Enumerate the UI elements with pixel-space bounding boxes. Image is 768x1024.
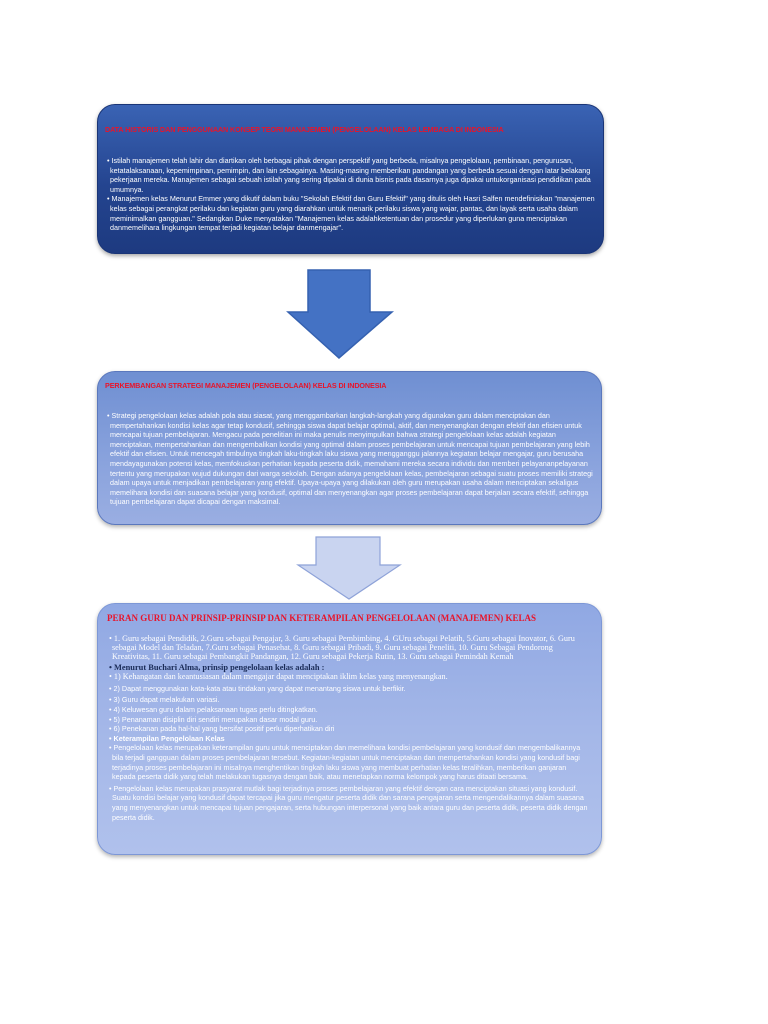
teacher-roles: • 1. Guru sebagai Pendidik, 2.Guru sebagai Pengajar, 3. Guru sebagai Pembimbing, 4. GUru sebagai Pelatih, 5.Guru sebagai Inovator, 6. Guru sebagai Model dan Teladan, 7.Guru sebagai Penasehat, 8. Guru sebagai Pribadi, 9. Guru sebagai Peneliti, 10. Guru Sebagai Pendorong Kreativitas, 11. Guru sebagai Pembangkit Pandangan, 12. Guru sebagai Pekerja Rutin, 13. Guru sebagai Pemindah Kemah bbox=[112, 635, 591, 661]
history-item-2: • Manajemen kelas Menurut Emmer yang dikutif dalam buku "Sekolah Efektif dan Guru Efektif" yang ditulis oleh Hasri Salfen mendefinisikan "manajemen kelas sebagai perangkat perilaku dan kegiatan guru yang diarahkan untuk menarik perilaku siswa yang wajar, pantas, dan layak serta usaha dalam meminimalkan gangguan." Sedangkan Duke menyatakan "Manajemen kelas adalahketentuan dan prosedur yang diperlukan guna menciptakan danmemelihara lingkungan tempat terjadi kegiatan belajar danmengajar". bbox=[110, 194, 595, 232]
alma-heading: • Menurut Buchari Alma, prinsip pengelolaan kelas adalah : bbox=[112, 663, 591, 673]
strategy-box bbox=[97, 371, 602, 525]
principle-5: • 5) Penanaman disiplin diri sendiri merupakan dasar modal guru. bbox=[112, 715, 591, 725]
down-arrow-1 bbox=[286, 268, 396, 360]
down-arrow-2-shape bbox=[298, 537, 400, 599]
strategy-item-1: • Strategi pengelolaan kelas adalah pola atau siasat, yang menggambarkan langkah-langkah yang digunakan guru dalam menciptakan dan mempertahankan kondisi kelas agar tetap kondusif, sehingga siswa dapat belajar optimal, aktif, dan menyenangkan dengan efektif dan efisien untuk mencapai tujuan pembelajaran. Mengacu pada penelitian ini maka penulis menyimpulkan bahwa strategi pengelolaan kelas adalah kegiatan menciptakan, mempertahankan dan mengembalikan kondisi yang optimal dalam proses pembelajaran untuk mencapai tujuan pembelajaran yang lebih efektif dan efisien. Untuk mencegah timbulnya tingkah laku-tingkah laku siswa yang mengganggu jalannya kegiatan belajar mengajar, guru berusaha mendayagunakan potensi kelas, memfokuskan perhatian kepada peserta didik, memahami mereka secara individu dan memberi pelayananpelayanan tertentu yang merupakan wujud dukungan dari warga sekolah. Dengan adanya pengelolaan kelas, pembelajaran sebagai suatu proses memiliki strategi dalam upaya untuk menjadikan pembelajaran yang efektif. Upaya-upaya yang dilakukan oleh guru merupakan usaha dalam menciptakan sekaligus memelihara kondisi dan suasana belajar yang kondusif, optimal dan menyenangkan agar proses pembelajaran dapat berjalan secara efektif, sehingga tujuan pembelajaran dapat dicapai dengan maksimal. bbox=[110, 411, 593, 507]
down-arrow-2 bbox=[296, 535, 406, 601]
history-box bbox=[97, 104, 604, 254]
principle-4: • 4) Keluwesan guru dalam pelaksanaan tugas perlu ditingkatkan. bbox=[112, 705, 591, 715]
skills-item-1: • Pengelolaan kelas merupakan keterampilan guru untuk menciptakan dan memelihara kondisi pembelajaran yang kondusif dan mengembalikannya bila terjadi gangguan dalam proses pembelajaran tersebut. Kegiatan-kegiatan untuk menciptakan dan mempertahankan kondisi yang kondusif bagi terjadinya proses pembelajaran ini misalnya menghentikan tingkah laku siswa yang membuat perhatian kelas teralihkan, memberikan ganjaran kepada peserta didik yang telah melakukan tugasnya dengan baik, atau menetapkan norma kelompok yang harus ditaati bersama. bbox=[112, 743, 591, 781]
skills-item-2: • Pengelolaan kelas merupakan prasyarat mutlak bagi terjadinya proses pembelajaran yang efektif dengan cara menciptakan situasi yang kondusif. Suatu kondisi belajar yang kondusif dapat tercapai jika guru mengatur peserta didik dan sarana pengajaran serta mengendalikannya dalam suasana yang menyenangkan untuk mencapai tujuan pengajaran, serta hubungan interpersonal yang baik antara guru dan peserta didik, peserta didik dengan peserta didik. bbox=[112, 784, 591, 822]
principle-2: • 2) Dapat menggunakan kata-kata atau tindakan yang dapat menantang siswa untuk berfikir. bbox=[112, 684, 591, 694]
strategy-title: PERKEMBANGAN STRATEGI MANAJEMEN (PENGELOLAAN) KELAS DI INDONESIA bbox=[105, 381, 387, 390]
role-title: PERAN GURU DAN PRINSIP-PRINSIP DAN KETERAMPILAN PENGELOLAAN (MANAJEMEN) KELAS bbox=[107, 613, 537, 623]
principle-1: • 1) Kehangatan dan keantusiasan dalam mengajar dapat menciptakan iklim kelas yang menyenangkan. bbox=[112, 673, 591, 682]
principle-6: • 6) Penekanan pada hal-hal yang bersifat positif perlu diperhatikan diri bbox=[112, 724, 591, 734]
skills-heading: • Keterampilan Pengelolaan Kelas bbox=[112, 734, 591, 744]
role-box bbox=[97, 603, 602, 855]
history-item-1: • Istilah manajemen telah lahir dan diartikan oleh berbagai pihak dengan perspektif yang berbeda, misalnya pengelolaan, pembinaan, pengurusan, ketatalaksanaan, kepemimpinan, pemimpin, dan lain sebagainya. Masing-masing memberikan pandangan yang berbeda sesuai dengan latar belakang pekerjaan mereka. Manajemen sebagai sebuah istilah yang sering dipakai di dunia bisnis pada dasarnya juga dipakai untukorganisasi pendidikan pada umumnya. bbox=[110, 156, 595, 194]
principle-3: • 3) Guru dapat melakukan variasi. bbox=[112, 695, 591, 705]
history-title: DATA HISTORIS DAN PENGGUNAAN KONSEP TEORI MANAJEMEN (PENGELOLAAN) KELAS LEMBAGA DI INDONESIA bbox=[105, 125, 504, 134]
down-arrow-1-shape bbox=[288, 270, 392, 358]
